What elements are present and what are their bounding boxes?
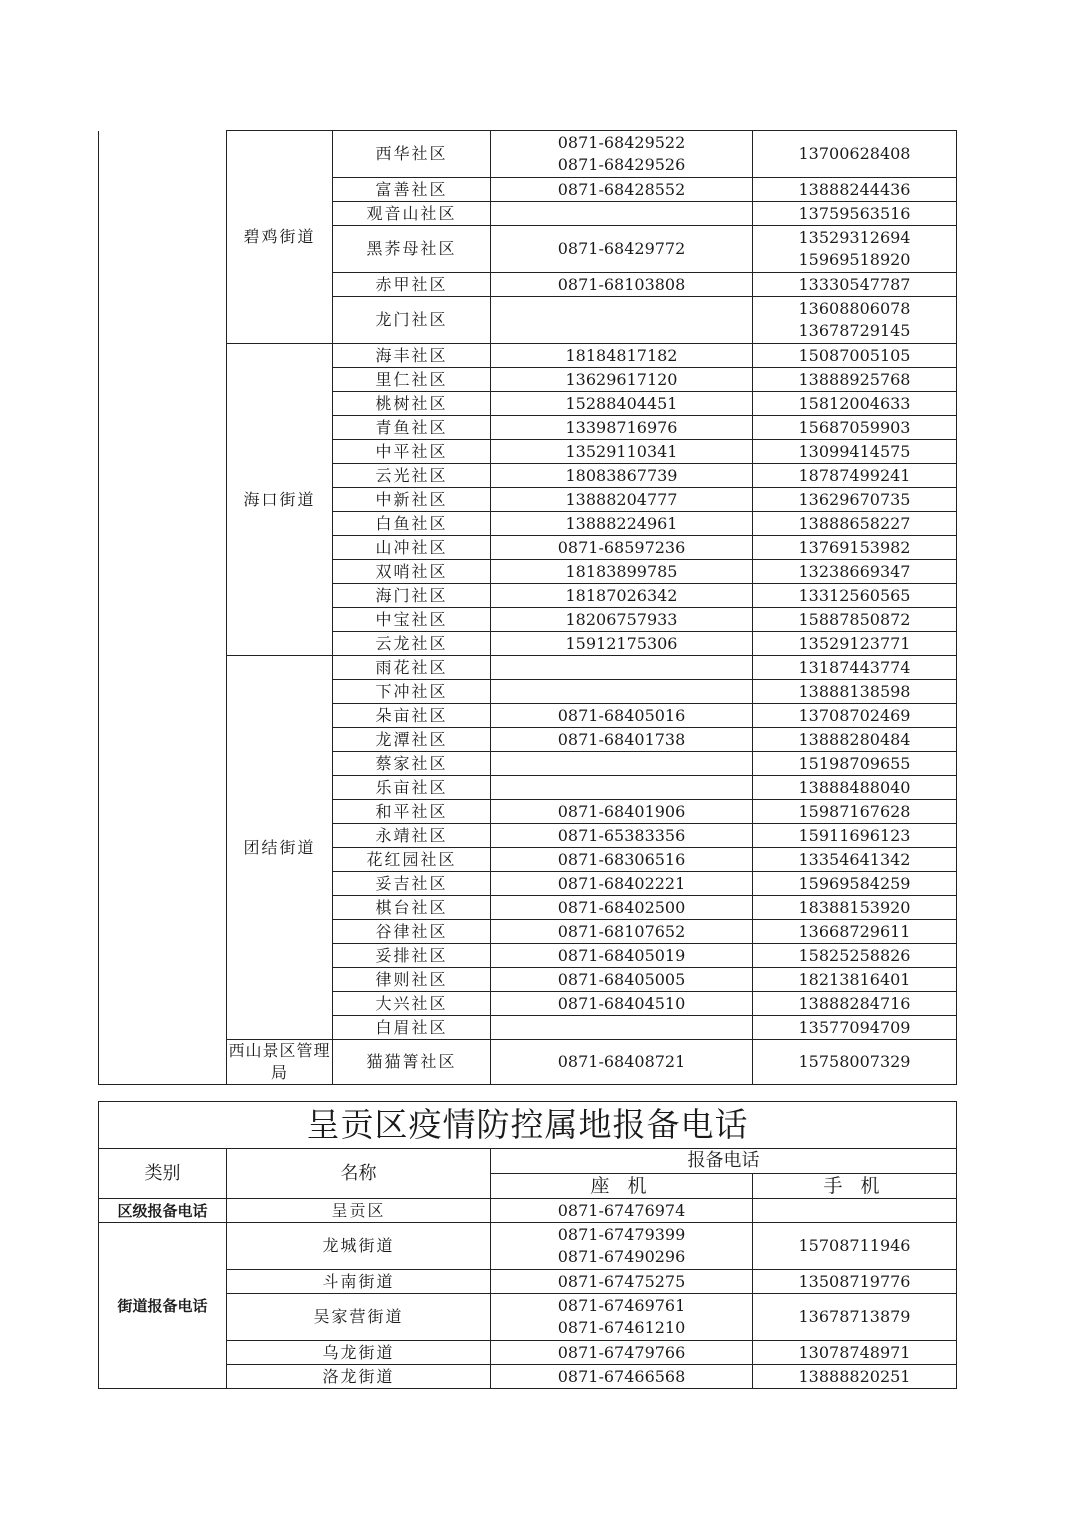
landline-cell [491, 1040, 753, 1085]
landline-cell [491, 800, 753, 824]
header-name: 名称 [227, 1149, 491, 1199]
mobile-cell [753, 1294, 957, 1341]
mobile-cell [753, 1223, 957, 1270]
landline-cell [491, 226, 753, 273]
landline-cell-number: 0871-65383356 [557, 825, 686, 845]
community-name: 双哨社区 [333, 560, 491, 584]
header-landline: 座 机 [491, 1174, 753, 1199]
mobile-cell-number: 13668729611 [798, 921, 911, 941]
landline-cell-number: 0871-68306516 [557, 849, 686, 869]
landline-cell [491, 392, 753, 416]
mobile-cell [753, 464, 957, 488]
landline-cell-number: 0871-67479399 [557, 1225, 686, 1244]
mobile-cell-number: 13708702469 [798, 705, 911, 725]
mobile-cell-number: 13629670735 [798, 489, 911, 509]
mobile-cell [753, 512, 957, 536]
district-row [99, 1199, 957, 1223]
landline-cell-number: 0871-68401906 [557, 801, 686, 821]
mobile-cell-number: 13888658227 [798, 513, 911, 533]
community-name: 青鱼社区 [333, 416, 491, 440]
street-name: 团结街道 [227, 656, 333, 1040]
landline-cell-number: 0871-67469761 [557, 1296, 686, 1315]
landline-cell [491, 1270, 753, 1294]
landline-cell [491, 1294, 753, 1341]
mobile-cell-number: 13888488040 [798, 777, 911, 797]
mobile-cell [753, 1016, 957, 1040]
landline-cell-number: 15288404451 [565, 393, 678, 413]
landline-cell [491, 848, 753, 872]
landline-cell [491, 297, 753, 344]
mobile-cell [753, 848, 957, 872]
landline-cell [491, 131, 753, 178]
mobile-cell [753, 131, 957, 178]
landline-cell [491, 416, 753, 440]
mobile-cell-number: 13888820251 [798, 1366, 911, 1386]
landline-cell [491, 656, 753, 680]
mobile-cell [753, 178, 957, 202]
mobile-cell-number: 13529312694 [798, 228, 911, 247]
chenggong-street-rows [99, 1223, 957, 1389]
community-name: 里仁社区 [333, 368, 491, 392]
header-mobile: 手 机 [753, 1174, 957, 1199]
mobile-cell [753, 944, 957, 968]
street-name: 西山景区管理局 [227, 1040, 333, 1085]
landline-cell-number: 0871-68405005 [557, 969, 686, 989]
table-row [99, 1341, 957, 1365]
community-name: 花红园社区 [333, 848, 491, 872]
mobile-cell [753, 368, 957, 392]
mobile-cell-number: 13508719776 [798, 1271, 911, 1291]
landline-cell-number: 0871-67490296 [557, 1247, 686, 1266]
landline-cell [491, 920, 753, 944]
community-name: 乐亩社区 [333, 776, 491, 800]
mobile-cell [753, 273, 957, 297]
community-name: 白鱼社区 [333, 512, 491, 536]
mobile-cell [753, 920, 957, 944]
landline-cell [491, 752, 753, 776]
mobile-cell-number: 15087005105 [798, 345, 911, 365]
table-row [99, 1223, 957, 1270]
mobile-cell [753, 584, 957, 608]
landline-cell [491, 584, 753, 608]
landline-cell [491, 464, 753, 488]
community-name: 朵亩社区 [333, 704, 491, 728]
mobile-cell-number: 18213816401 [798, 969, 911, 989]
mobile-cell-number: 13608806078 [798, 299, 911, 318]
landline-cell-number: 18183899785 [565, 561, 678, 581]
community-name: 妥吉社区 [333, 872, 491, 896]
community-name: 谷律社区 [333, 920, 491, 944]
community-name: 和平社区 [333, 800, 491, 824]
landline-cell [491, 1341, 753, 1365]
header-category: 类别 [99, 1149, 227, 1199]
landline-cell [491, 368, 753, 392]
district-category: 区级报备电话 [99, 1199, 227, 1223]
header-phone-group: 报备电话 [491, 1149, 957, 1174]
street-name: 斗南街道 [227, 1270, 491, 1294]
community-name: 永靖社区 [333, 824, 491, 848]
community-name: 赤甲社区 [333, 273, 491, 297]
mobile-cell-number: 15758007329 [798, 1052, 911, 1071]
landline-cell [491, 512, 753, 536]
mobile-cell-number: 13187443774 [798, 657, 911, 677]
mobile-cell [753, 440, 957, 464]
street-name: 吴家营街道 [227, 1294, 491, 1341]
mobile-cell [753, 226, 957, 273]
landline-cell-number: 0871-68402500 [557, 897, 686, 917]
community-name: 大兴社区 [333, 992, 491, 1016]
landline-cell-number: 13888204777 [565, 489, 678, 509]
xishan-table-body [99, 131, 957, 1085]
community-name: 律则社区 [333, 968, 491, 992]
mobile-cell-number: 15987167628 [798, 801, 911, 821]
landline-cell-number: 0871-68408721 [557, 1052, 686, 1071]
landline-cell-number: 0871-67479766 [557, 1342, 686, 1362]
mobile-cell [753, 344, 957, 368]
community-name: 云龙社区 [333, 632, 491, 656]
community-name: 蔡家社区 [333, 752, 491, 776]
mobile-cell [753, 704, 957, 728]
landline-cell-number: 13888224961 [565, 513, 678, 533]
landline-cell [491, 872, 753, 896]
mobile-cell-number: 13678729145 [798, 321, 911, 340]
mobile-cell-number: 13529123771 [798, 633, 911, 653]
street-category: 街道报备电话 [99, 1223, 227, 1389]
table-row [99, 131, 957, 178]
street-name: 碧鸡街道 [227, 131, 333, 344]
community-name: 龙门社区 [333, 297, 491, 344]
mobile-cell-number: 13078748971 [798, 1342, 911, 1362]
mobile-cell [753, 872, 957, 896]
landline-cell-number: 15912175306 [565, 633, 678, 653]
community-name: 云光社区 [333, 464, 491, 488]
mobile-cell-number: 13888280484 [798, 729, 911, 749]
district-landline-number: 0871-67476974 [557, 1200, 686, 1220]
community-name: 龙潭社区 [333, 728, 491, 752]
mobile-cell [753, 1040, 957, 1085]
street-name: 海口街道 [227, 344, 333, 656]
community-name: 棋台社区 [333, 896, 491, 920]
mobile-cell-number: 15708711946 [798, 1236, 911, 1255]
landline-cell [491, 1365, 753, 1389]
mobile-cell-number: 15812004633 [798, 393, 911, 413]
landline-cell [491, 704, 753, 728]
community-name: 观音山社区 [333, 202, 491, 226]
landline-cell-number: 13398716976 [565, 417, 678, 437]
community-name: 桃树社区 [333, 392, 491, 416]
landline-cell [491, 992, 753, 1016]
mobile-cell-number: 13888244436 [798, 179, 911, 199]
community-name: 下冲社区 [333, 680, 491, 704]
mobile-cell [753, 297, 957, 344]
mobile-cell-number: 15887850872 [798, 609, 911, 629]
landline-cell [491, 178, 753, 202]
landline-cell [491, 560, 753, 584]
title-row [99, 1102, 957, 1149]
landline-cell [491, 824, 753, 848]
landline-cell-number: 0871-67466568 [557, 1366, 686, 1386]
landline-cell [491, 1016, 753, 1040]
xishan-community-phone-table [98, 130, 957, 1085]
mobile-cell-number: 13700628408 [798, 144, 911, 163]
mobile-cell [753, 776, 957, 800]
table-row [99, 1270, 957, 1294]
community-name: 海丰社区 [333, 344, 491, 368]
street-name: 乌龙街道 [227, 1341, 491, 1365]
community-name: 黑荞母社区 [333, 226, 491, 273]
table-row [99, 656, 957, 680]
mobile-cell [753, 992, 957, 1016]
mobile-cell [753, 608, 957, 632]
mobile-cell [753, 896, 957, 920]
landline-cell-number: 0871-68404510 [557, 993, 686, 1013]
landline-cell [491, 202, 753, 226]
landline-cell [491, 273, 753, 297]
mobile-cell [753, 560, 957, 584]
landline-cell [491, 680, 753, 704]
mobile-cell [753, 488, 957, 512]
mobile-cell-number: 13354641342 [798, 849, 911, 869]
mobile-cell [753, 728, 957, 752]
community-name: 妥排社区 [333, 944, 491, 968]
mobile-cell-number: 13759563516 [798, 203, 911, 223]
mobile-cell-number: 13769153982 [798, 537, 911, 557]
mobile-cell [753, 968, 957, 992]
mobile-cell [753, 632, 957, 656]
community-name: 山冲社区 [333, 536, 491, 560]
landline-cell [491, 344, 753, 368]
landline-cell-number: 0871-68428552 [557, 179, 686, 199]
mobile-cell-number: 13330547787 [798, 274, 911, 294]
landline-cell-number: 18206757933 [565, 609, 678, 629]
landline-cell-number: 0871-68597236 [557, 537, 686, 557]
community-name: 白眉社区 [333, 1016, 491, 1040]
district-mobile [753, 1199, 957, 1223]
community-name: 猫猫箐社区 [333, 1040, 491, 1085]
street-name: 龙城街道 [227, 1223, 491, 1270]
mobile-cell [753, 1365, 957, 1389]
mobile-cell-number: 13238669347 [798, 561, 911, 581]
landline-cell-number: 0871-68429522 [557, 133, 686, 152]
mobile-cell [753, 1270, 957, 1294]
mobile-cell [753, 416, 957, 440]
landline-cell-number: 0871-68103808 [557, 274, 686, 294]
mobile-cell-number: 15969584259 [798, 873, 911, 893]
landline-cell-number: 18184817182 [565, 345, 678, 365]
mobile-cell-number: 13577094709 [798, 1017, 911, 1037]
community-name: 中平社区 [333, 440, 491, 464]
landline-cell [491, 536, 753, 560]
landline-cell [491, 968, 753, 992]
table-row [99, 1040, 957, 1085]
street-name: 洛龙街道 [227, 1365, 491, 1389]
landline-cell-number: 0871-68401738 [557, 729, 686, 749]
landline-cell-number: 0871-68405019 [557, 945, 686, 965]
community-name: 西华社区 [333, 131, 491, 178]
landline-cell [491, 488, 753, 512]
mobile-cell-number: 13888284716 [798, 993, 911, 1013]
landline-cell-number: 13529110341 [565, 441, 678, 461]
community-name: 海门社区 [333, 584, 491, 608]
table-row [99, 344, 957, 368]
community-name: 雨花社区 [333, 656, 491, 680]
district-category-cell [99, 131, 227, 1085]
mobile-cell-number: 15198709655 [798, 753, 911, 773]
landline-cell-number: 0871-67461210 [557, 1318, 686, 1337]
mobile-cell-number: 18388153920 [798, 897, 911, 917]
landline-cell [491, 944, 753, 968]
header-row-1 [99, 1149, 957, 1174]
landline-cell-number: 0871-68429526 [557, 155, 686, 174]
table-title: 呈贡区疫情防控属地报备电话 [99, 1102, 957, 1149]
mobile-cell [753, 752, 957, 776]
mobile-cell-number: 13678713879 [798, 1307, 911, 1326]
mobile-cell [753, 202, 957, 226]
landline-cell [491, 632, 753, 656]
mobile-cell [753, 800, 957, 824]
community-name: 富善社区 [333, 178, 491, 202]
mobile-cell-number: 15969518920 [798, 250, 911, 269]
mobile-cell [753, 1341, 957, 1365]
chenggong-phone-table [98, 1101, 957, 1389]
mobile-cell-number: 13099414575 [798, 441, 911, 461]
landline-cell [491, 608, 753, 632]
landline-cell-number: 0871-68405016 [557, 705, 686, 725]
mobile-cell [753, 392, 957, 416]
mobile-cell-number: 13888925768 [798, 369, 911, 389]
mobile-cell-number: 13888138598 [798, 681, 911, 701]
landline-cell [491, 776, 753, 800]
landline-cell-number: 0871-68429772 [557, 239, 686, 258]
mobile-cell-number: 15911696123 [798, 825, 911, 845]
landline-cell-number: 0871-67475275 [557, 1271, 686, 1291]
landline-cell-number: 0871-68402221 [557, 873, 686, 893]
landline-cell-number: 0871-68107652 [557, 921, 686, 941]
landline-cell [491, 896, 753, 920]
community-name: 中宝社区 [333, 608, 491, 632]
mobile-cell-number: 15687059903 [798, 417, 911, 437]
mobile-cell-number: 18787499241 [798, 465, 911, 485]
district-landline [491, 1199, 753, 1223]
landline-cell [491, 440, 753, 464]
mobile-cell [753, 656, 957, 680]
district-name: 呈贡区 [227, 1199, 491, 1223]
table-row [99, 1365, 957, 1389]
landline-cell-number: 18187026342 [565, 585, 678, 605]
mobile-cell [753, 536, 957, 560]
landline-cell-number: 13629617120 [565, 369, 678, 389]
mobile-cell-number: 15825258826 [798, 945, 911, 965]
mobile-cell [753, 680, 957, 704]
landline-cell-number: 18083867739 [565, 465, 678, 485]
landline-cell [491, 1223, 753, 1270]
mobile-cell-number: 13312560565 [798, 585, 911, 605]
community-name: 中新社区 [333, 488, 491, 512]
mobile-cell [753, 824, 957, 848]
landline-cell [491, 728, 753, 752]
table-row [99, 1294, 957, 1341]
